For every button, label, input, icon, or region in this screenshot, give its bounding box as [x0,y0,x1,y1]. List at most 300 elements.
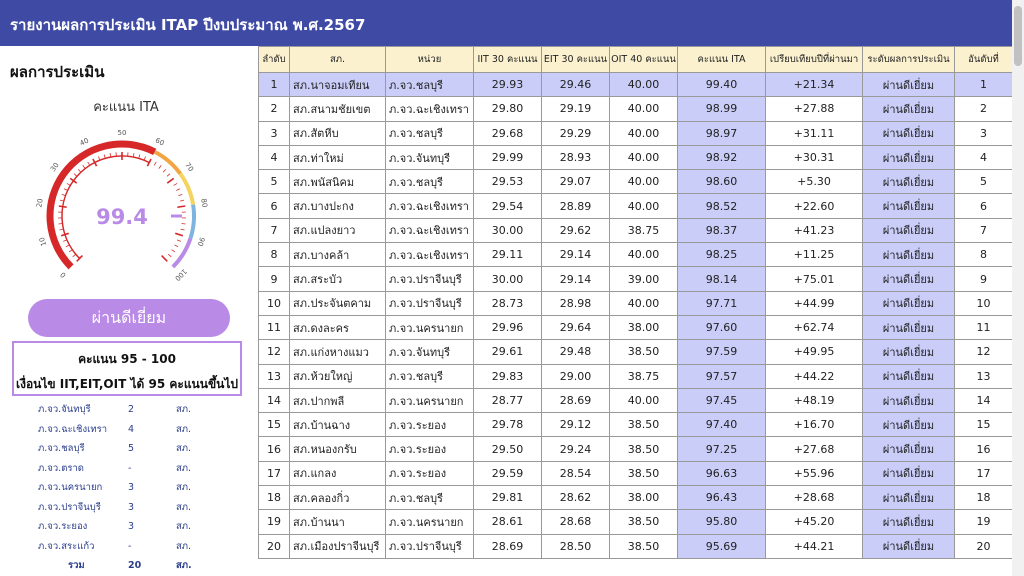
table-cell: สภ.บางปะกง [290,194,386,218]
table-cell: ภ.จว.ชลบุรี [386,73,474,97]
table-header-row [259,47,1013,73]
table-cell: 29.61 [474,340,542,364]
table-cell: 3 [955,121,1013,145]
gauge-tick [175,233,183,235]
table-cell: 29.96 [474,315,542,339]
table-cell: +41.23 [766,218,863,242]
table-cell: ผ่านดีเยี่ยม [863,461,955,485]
table-cell: 10 [955,291,1013,315]
province-count: 3 [128,521,135,533]
table-cell: 38.50 [610,534,678,558]
gauge-label: คะแนน ITA [93,100,159,115]
table-row[interactable] [259,364,1013,388]
gauge-tick [74,174,77,177]
gauge-tick [177,206,185,207]
gauge-tick [59,224,63,225]
table-cell: 95.69 [678,534,766,558]
table-cell: 40.00 [610,97,678,121]
table-cell: 15 [259,413,290,437]
table-cell: 38.00 [610,486,678,510]
table-cell: 29.99 [474,145,542,169]
province-unit: สภ. [176,443,192,455]
gauge-tick [182,224,186,225]
table-cell: สภ.แปลงยาว [290,218,386,242]
table-row[interactable] [259,291,1013,315]
province-name: ภ.จว.ชลบุรี [38,443,85,455]
table-cell: 29.14 [542,243,610,267]
table-cell: 15 [955,413,1013,437]
table-row[interactable] [259,170,1013,194]
column-header-4[interactable]: EIT 30 คะแนน [542,47,610,73]
table-cell: ภ.จว.ฉะเชิงเทรา [386,194,474,218]
gauge-tick [104,155,105,159]
table-cell: 19 [259,510,290,534]
table-cell: +48.19 [766,388,863,412]
level-badge: ผ่านดีเยี่ยม [28,299,230,337]
gauge-tick-label: 60 [153,136,166,148]
province-row [38,517,238,537]
province-total-row [38,556,238,576]
province-name: ภ.จว.สระแก้ว [38,540,95,552]
gauge-tick-label: 0 [58,270,68,280]
table-cell: 16 [259,437,290,461]
table-cell: สภ.บางคล้า [290,243,386,267]
table-cell: ผ่านดีเยี่ยม [863,340,955,364]
table-cell: 28.61 [474,510,542,534]
province-name: ภ.จว.นครนายก [38,482,103,494]
table-row[interactable] [259,145,1013,169]
table-cell: 40.00 [610,243,678,267]
table-cell: +31.11 [766,121,863,145]
table-cell: 98.60 [678,170,766,194]
table-cell: 29.12 [542,413,610,437]
table-cell: +30.31 [766,145,863,169]
table-cell: ผ่านดีเยี่ยม [863,364,955,388]
table-cell: ผ่านดีเยี่ยม [863,145,955,169]
table-cell: +44.22 [766,364,863,388]
table-cell: ภ.จว.ชลบุรี [386,486,474,510]
table-row[interactable] [259,315,1013,339]
table-cell: +62.74 [766,315,863,339]
table-cell: 38.50 [610,413,678,437]
table-cell: 29.64 [542,315,610,339]
table-cell: 14 [259,388,290,412]
table-cell: 38.50 [610,510,678,534]
column-header-0[interactable]: ลำดับ [259,47,290,73]
table-cell: +45.20 [766,510,863,534]
table-cell: ภ.จว.ระยอง [386,437,474,461]
table-cell: 28.69 [542,388,610,412]
table-cell: 40.00 [610,121,678,145]
gauge-tick-label: 10 [37,236,49,248]
province-row [38,420,238,440]
results-table [258,46,1013,559]
gauge-arc-segment [190,205,194,239]
table-row[interactable] [259,267,1013,291]
province-unit: สภ. [176,462,192,474]
table-cell: 8 [259,243,290,267]
table-cell: ภ.จว.ฉะเชิงเทรา [386,218,474,242]
table-cell: 97.25 [678,437,766,461]
table-cell: 1 [955,73,1013,97]
table-cell: 95.80 [678,510,766,534]
table-cell: ภ.จว.ปราจีนบุรี [386,534,474,558]
province-unit: สภ. [176,423,192,435]
table-cell: 30.00 [474,267,542,291]
province-name: รวม [68,560,85,572]
gauge-tick [69,250,72,252]
province-count: 3 [128,482,135,494]
table-cell: 6 [955,194,1013,218]
table-cell: 96.43 [678,486,766,510]
column-header-2[interactable]: หน่วย [386,47,474,73]
table-cell: 28.73 [474,291,542,315]
table-row[interactable] [259,437,1013,461]
table-cell: 97.45 [678,388,766,412]
table-cell: 29.29 [542,121,610,145]
table-cell: 29.11 [474,243,542,267]
criteria-box [12,341,242,396]
table-cell: 29.54 [474,194,542,218]
table-cell: 38.50 [610,437,678,461]
table-cell: 97.57 [678,364,766,388]
gauge-tick [70,178,76,183]
table-cell: +44.99 [766,291,863,315]
table-cell: ภ.จว.ปราจีนบุรี [386,291,474,315]
app-header [0,0,1024,46]
table-cell: +75.01 [766,267,863,291]
table-cell: 7 [955,218,1013,242]
table-row[interactable] [259,388,1013,412]
table-cell: ผ่านดีเยี่ยม [863,437,955,461]
table-cell: สภ.คลองกิ่ว [290,486,386,510]
province-unit: สภ. [176,540,192,552]
table-cell: 28.93 [542,145,610,169]
table-cell: 29.07 [542,170,610,194]
table-cell: สภ.ปากพลี [290,388,386,412]
province-count: 5 [128,443,135,455]
table-cell: 40.00 [610,145,678,169]
table-cell: 30.00 [474,218,542,242]
province-name: ภ.จว.ตราด [38,462,84,474]
table-cell: 29.93 [474,73,542,97]
table-cell: 11 [259,315,290,339]
table-cell: 9 [259,267,290,291]
table-cell: 20 [259,534,290,558]
table-cell: ผ่านดีเยี่ยม [863,243,955,267]
column-header-7[interactable]: เปรียบเทียบปีที่ผ่านมา [766,47,863,73]
table-row[interactable] [259,121,1013,145]
gauge-tick-label: 100 [173,267,189,283]
province-row [38,498,238,518]
table-cell: ผ่านดีเยี่ยม [863,388,955,412]
table-cell: 7 [259,218,290,242]
table-cell: 19 [955,510,1013,534]
gauge-tick [66,245,70,247]
table-cell: 12 [955,340,1013,364]
table-cell: ภ.จว.ปราจีนบุรี [386,267,474,291]
table-cell: สภ.บ้านฉาง [290,413,386,437]
gauge-arc-segment [155,152,181,174]
table-row[interactable] [259,218,1013,242]
table-cell: +21.34 [766,73,863,97]
table-cell: 16 [955,437,1013,461]
province-unit: สภ. [176,501,192,513]
table-cell: 97.60 [678,315,766,339]
table-cell: 28.68 [542,510,610,534]
table-cell: +27.88 [766,97,863,121]
table-row[interactable] [259,413,1013,437]
gauge-tick [73,254,76,257]
table-cell: 14 [955,388,1013,412]
table-cell: ผ่านดีเยี่ยม [863,413,955,437]
table-cell: 18 [955,486,1013,510]
scrollbar-thumb[interactable] [1014,6,1022,66]
table-row[interactable] [259,97,1013,121]
column-header-8[interactable]: ระดับผลการประเมิน [863,47,955,73]
table-cell: ภ.จว.ระยอง [386,461,474,485]
page-title: รายงานผลการประเมิน ITAP ปีงบประมาณ พ.ศ.2567 [10,16,366,34]
table-cell: +11.25 [766,243,863,267]
table-cell: 10 [259,291,290,315]
table-cell: ภ.จว.ระยอง [386,413,474,437]
province-list [38,400,238,576]
table-cell: 29.24 [542,437,610,461]
table-cell: ภ.จว.จันทบุรี [386,340,474,364]
gauge-tick [163,169,166,172]
column-header-3[interactable]: IIT 30 คะแนน [474,47,542,73]
table-cell: 5 [955,170,1013,194]
table-cell: สภ.เมืองปราจีนบุรี [290,534,386,558]
table-cell: ผ่านดีเยี่ยม [863,534,955,558]
gauge-tick-label: 90 [195,236,207,248]
table-cell: สภ.ประจันตคาม [290,291,386,315]
table-cell: +28.68 [766,486,863,510]
table-cell: 40.00 [610,73,678,97]
table-cell: 40.00 [610,388,678,412]
province-name: ภ.จว.จันทบุรี [38,404,91,416]
gauge-tick [168,254,171,257]
table-cell: 98.97 [678,121,766,145]
table-cell: ภ.จว.ชลบุรี [386,364,474,388]
table-cell: ผ่านดีเยี่ยม [863,194,955,218]
table-cell: +49.95 [766,340,863,364]
column-header-6[interactable]: คะแนน ITA [678,47,766,73]
province-name: ภ.จว.ฉะเชิงเทรา [38,423,108,435]
table-cell: 98.52 [678,194,766,218]
table-cell: 97.71 [678,291,766,315]
gauge-tick-label: 40 [78,136,91,148]
gauge-tick [154,162,156,165]
province-unit: สภ. [176,521,192,533]
province-name: ภ.จว.ปราจีนบุรี [38,501,101,513]
table-cell: ภ.จว.ฉะเชิงเทรา [386,243,474,267]
gauge-value: 99.4 [96,205,148,229]
table-cell: ภ.จว.ชลบุรี [386,121,474,145]
gauge-tick [181,229,185,230]
table-cell: 28.69 [474,534,542,558]
table-cell: 29.00 [542,364,610,388]
gauge-tick [83,165,85,168]
table-cell: 28.89 [542,194,610,218]
table-cell: ผ่านดีเยี่ยม [863,267,955,291]
gauge-tick [167,174,170,177]
province-row [38,400,238,420]
table-cell: 40.00 [610,194,678,218]
table-cell: สภ.ห้วยใหญ่ [290,364,386,388]
gauge-tick [167,178,173,183]
table-cell: 99.40 [678,73,766,97]
table-cell: 98.92 [678,145,766,169]
table-cell: 9 [955,267,1013,291]
table-cell: 98.14 [678,267,766,291]
gauge-arc-segment [180,174,193,205]
table-cell: ผ่านดีเยี่ยม [863,291,955,315]
table-cell: 29.68 [474,121,542,145]
table-cell: 29.78 [474,413,542,437]
table-row[interactable] [259,486,1013,510]
table-cell: 29.50 [474,437,542,461]
table-cell: 1 [259,73,290,97]
province-name: ภ.จว.ระยอง [38,521,88,533]
table-cell: 28.50 [542,534,610,558]
province-row [38,459,238,479]
table-cell: 4 [955,145,1013,169]
table-cell: 29.83 [474,364,542,388]
table-cell: 11 [955,315,1013,339]
gauge-tick-label: 50 [117,129,127,137]
gauge-tick [176,189,180,191]
table-cell: 3 [259,121,290,145]
province-row [38,439,238,459]
gauge-tick [64,189,68,191]
table-cell: สภ.บ้านนา [290,510,386,534]
table-cell: 20 [955,534,1013,558]
gauge-tick [177,240,181,242]
table-cell: 29.59 [474,461,542,485]
table-cell: 39.00 [610,267,678,291]
gauge-tick [162,256,168,262]
province-unit: สภ. [176,560,192,572]
table-cell: ผ่านดีเยี่ยม [863,486,955,510]
table-cell: 2 [955,97,1013,121]
column-header-5[interactable]: OIT 40 คะแนน [610,47,678,73]
table-cell: สภ.แกลง [290,461,386,485]
province-unit: สภ. [176,482,192,494]
table-cell: สภ.นาจอมเทียน [290,73,386,97]
table-cell: 29.46 [542,73,610,97]
gauge-tick-label: 80 [199,197,209,209]
table-cell: 28.54 [542,461,610,485]
table-cell: ภ.จว.จันทบุรี [386,145,474,169]
table-cell: 13 [955,364,1013,388]
table-cell: 4 [259,145,290,169]
gauge-arc-segment [173,238,191,267]
gauge-tick-label: 30 [48,161,61,174]
province-count: 2 [128,404,135,416]
column-header-1[interactable]: สภ. [290,47,386,73]
province-count: 20 [128,560,142,572]
table-cell: 28.98 [542,291,610,315]
table-cell: สภ.พนัสนิคม [290,170,386,194]
table-cell: +55.96 [766,461,863,485]
table-cell: สภ.สัตหีบ [290,121,386,145]
table-row[interactable] [259,243,1013,267]
province-count: - [128,462,132,474]
table-cell: 38.75 [610,218,678,242]
table-cell: สภ.หนองกรับ [290,437,386,461]
table-cell: 17 [955,461,1013,485]
section-title: ผลการประเมิน [10,63,105,81]
province-row [38,478,238,498]
criteria-condition: เงื่อนไข IIT,EIT,OIT ได้ 95 คะแนนขึ้นไป [15,377,239,391]
table-cell: 2 [259,97,290,121]
table-row[interactable] [259,340,1013,364]
table-cell: 38.75 [610,364,678,388]
table-cell: ผ่านดีเยี่ยม [863,218,955,242]
column-header-9[interactable]: อันดับที่ [955,47,1013,73]
table-cell: 38.50 [610,461,678,485]
table-row[interactable] [259,534,1013,558]
table-cell: สภ.สระบัว [290,267,386,291]
table-cell: 29.80 [474,97,542,121]
table-cell: 18 [259,486,290,510]
table-cell: ภ.จว.นครนายก [386,388,474,412]
table-cell: ผ่านดีเยี่ยม [863,97,955,121]
table-cell: สภ.แก่งหางแมว [290,340,386,364]
table-cell: ผ่านดีเยี่ยม [863,73,955,97]
gauge-tick [67,183,70,185]
gauge-tick [174,183,177,185]
table-cell: ผ่านดีเยี่ยม [863,170,955,194]
province-row [38,537,238,557]
table-body [259,73,1013,559]
criteria-score-range: คะแนน 95 - 100 [78,352,176,366]
table-cell: ภ.จว.นครนายก [386,315,474,339]
table-cell: +44.21 [766,534,863,558]
gauge-tick-label: 70 [183,161,196,174]
province-count: 4 [128,423,135,435]
table-cell: 29.81 [474,486,542,510]
gauge-tick [78,169,81,172]
province-count: 3 [128,501,135,513]
gauge-tick [178,194,182,195]
table-cell: 98.99 [678,97,766,121]
table-cell: 5 [259,170,290,194]
table-cell: 40.00 [610,170,678,194]
table-cell: 12 [259,340,290,364]
table-cell: 29.48 [542,340,610,364]
table-cell: 28.62 [542,486,610,510]
vertical-scrollbar[interactable] [1012,0,1024,576]
gauge-tick-label: 20 [35,197,45,209]
table-cell: 6 [259,194,290,218]
table-cell: 40.00 [610,291,678,315]
table-cell: 13 [259,364,290,388]
table-row[interactable] [259,510,1013,534]
ita-gauge [22,112,222,297]
table-cell: 29.19 [542,97,610,121]
table-row[interactable] [259,73,1013,97]
table-cell: 8 [955,243,1013,267]
table-cell: 38.00 [610,315,678,339]
table-row[interactable] [259,194,1013,218]
province-unit: สภ. [176,404,192,416]
table-cell: 96.63 [678,461,766,485]
gauge-tick [175,245,179,247]
table-cell: +22.60 [766,194,863,218]
table-row[interactable] [259,461,1013,485]
